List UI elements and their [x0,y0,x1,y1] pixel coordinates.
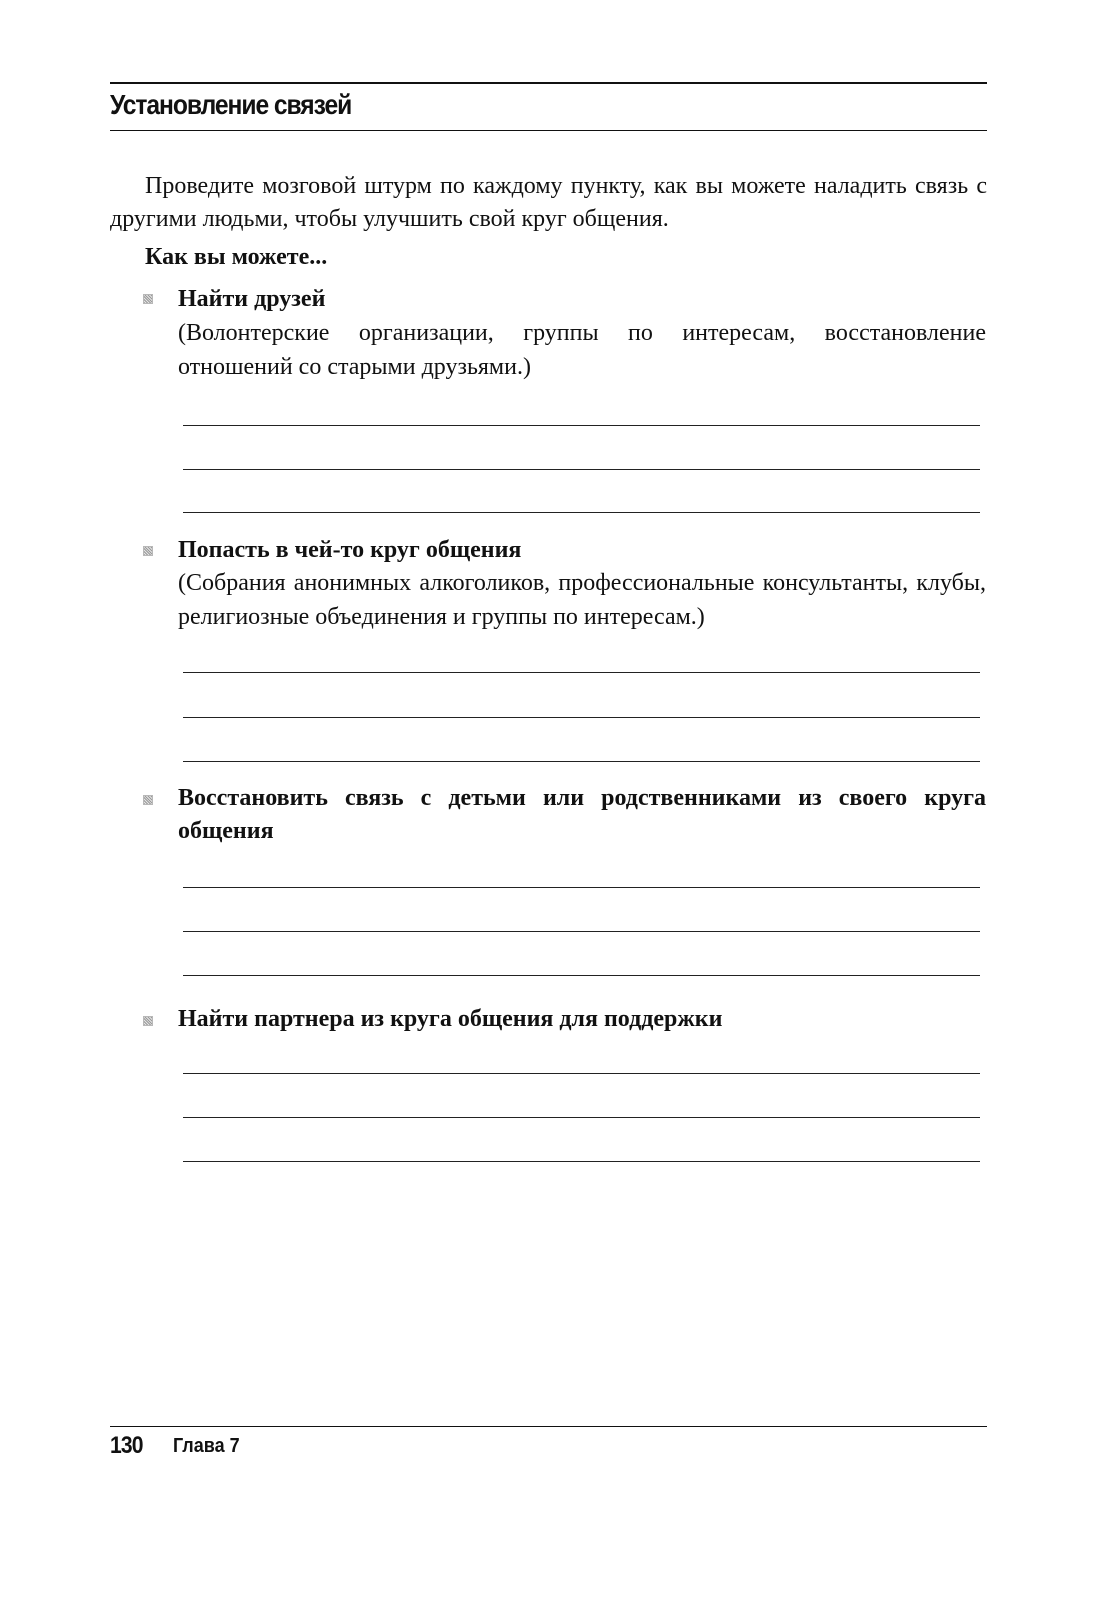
answer-line[interactable] [183,1117,980,1118]
answer-line[interactable] [183,717,980,718]
intro-paragraph: Проведите мозговой штурм по каждому пункту, как вы можете наладить связь с другими людьми, чтобы улучшить свой круг общения. [110,173,987,232]
answer-line[interactable] [183,469,980,470]
footer-rule [110,1426,987,1427]
square-bullet-icon [143,795,153,805]
lead-in-text: Как вы можете... [145,244,328,270]
answer-line[interactable] [183,1161,980,1162]
square-bullet-icon [143,1016,153,1026]
item-title: Найти друзей [178,286,326,312]
answer-line[interactable] [183,512,980,513]
item-hint: (Собрания анонимных алкоголиков, профессиональные консультанты, клубы, религиозные объединения и группы по интересам.) [178,570,986,630]
page-number: 130 [110,1432,143,1459]
item-title: Найти партнера из круга общения для поддержки [178,1006,723,1032]
answer-line[interactable] [183,1073,980,1074]
item-hint: (Волонтерские организации, группы по интересам, восстановление отношений со старыми друзьями.) [178,320,986,380]
answer-line[interactable] [183,761,980,762]
chapter-label: Глава 7 [173,1435,240,1457]
answer-line[interactable] [183,975,980,976]
answer-line[interactable] [183,672,980,673]
section-title: Установление связей [110,89,352,120]
item-title: Попасть в чей-то круг общения [178,537,522,563]
square-bullet-icon [143,546,153,556]
header-bottom-rule [110,130,987,131]
answer-line[interactable] [183,887,980,888]
answer-line[interactable] [183,931,980,932]
square-bullet-icon [143,294,153,304]
item-title: Восстановить связь с детьми или родственниками из своего круга общения [178,785,986,844]
header-top-rule [110,82,987,84]
answer-line[interactable] [183,425,980,426]
